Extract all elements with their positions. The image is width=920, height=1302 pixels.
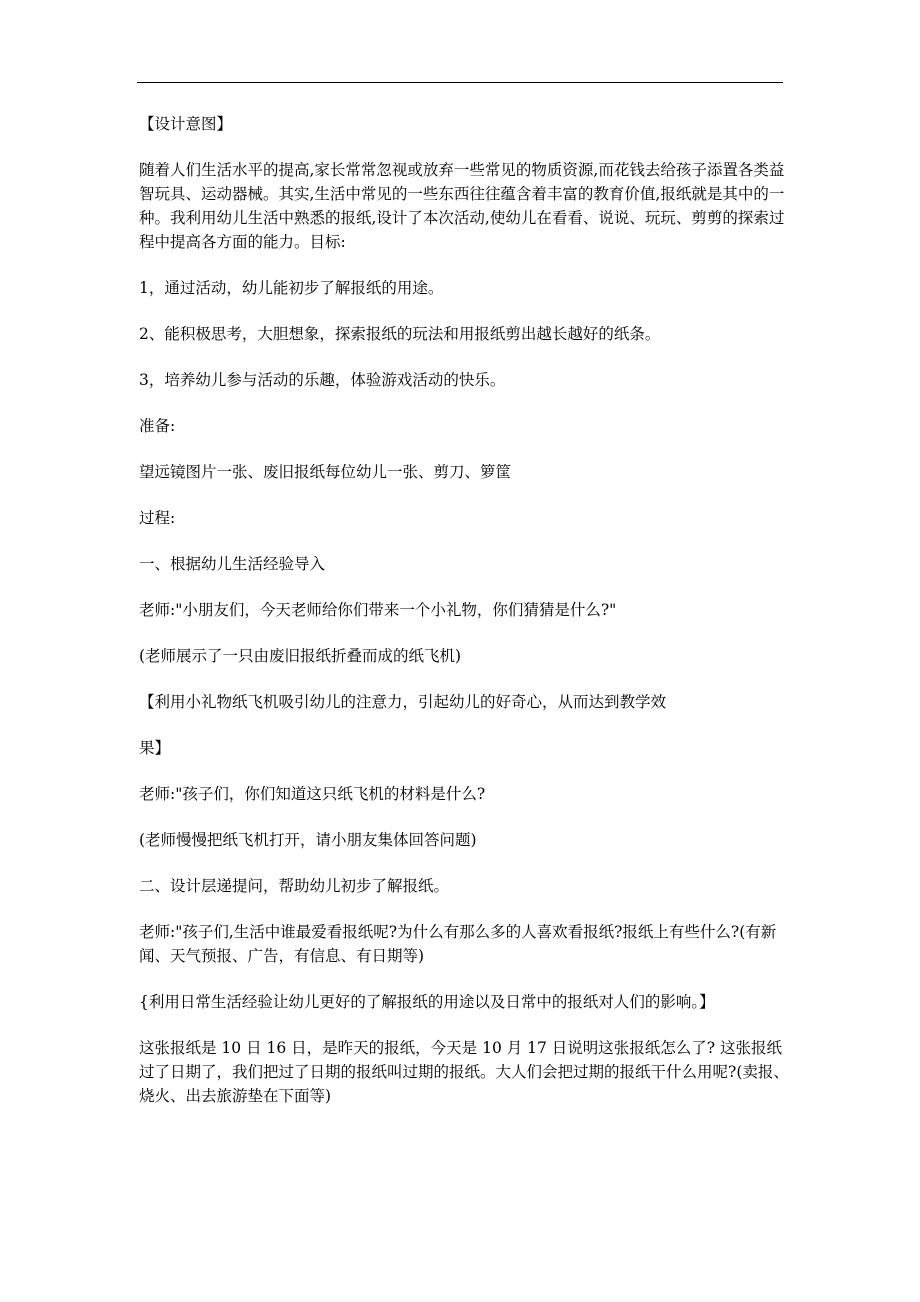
header-rule bbox=[137, 82, 783, 83]
stage-note: (老师展示了一只由废旧报纸折叠而成的纸飞机) bbox=[139, 647, 462, 665]
goal-item: 1，通过活动，幼儿能初步了解报纸的用途。 bbox=[139, 279, 444, 297]
prep-label: 准备: bbox=[139, 417, 176, 435]
design-comment-continued: 果】 bbox=[139, 739, 171, 757]
teacher-dialogue: 老师:"孩子们，你们知道这只纸飞机的材料是什么? bbox=[139, 785, 486, 803]
intro-paragraph: 随着人们生活水平的提高,家长常常忽视或放弃一些常见的物质资源,而花钱去给孩子添置各类益智玩具、运动器械。其实,生活中常见的一些东西往往蕴含着丰富的教育价值,报纸就是其中的一种。我利用幼儿生活中熟悉的报纸,设计了本次活动,使幼儿在看看、说说、玩玩、剪剪的探索过程中提高各方面的能力。目标: bbox=[139, 161, 785, 251]
body-paragraph: 这张报纸是 10 日 16 日，是昨天的报纸，今天是 10 月 17 日说明这张报纸怎么了? 这张报纸过了日期了，我们把过了日期的报纸叫过期的报纸。大人们会把过期的报纸干什么用呢?(卖报、烧火、出去旅游垫在下面等) bbox=[139, 1039, 789, 1105]
goal-item: 2、能积极思考，大胆想象，探索报纸的玩法和用报纸剪出越长越好的纸条。 bbox=[139, 325, 661, 343]
teacher-dialogue: 老师:"孩子们,生活中谁最爱看报纸呢?为什么有那么多的人喜欢看报纸?报纸上有些什么?(有新闻、天气预报、广告，有信息、有日期等) bbox=[139, 923, 777, 965]
prep-items: 望远镜图片一张、废旧报纸每位幼儿一张、剪刀、箩筐 bbox=[139, 463, 512, 481]
document-body bbox=[139, 112, 789, 1130]
step-title: 二、设计层递提问，帮助幼儿初步了解报纸。 bbox=[139, 877, 450, 895]
goal-item: 3，培养幼儿参与活动的乐趣，体验游戏活动的快乐。 bbox=[139, 371, 506, 389]
design-comment: {利用日常生活经验让幼儿更好的了解报纸的用途以及日常中的报纸对人们的影响。】 bbox=[139, 993, 715, 1011]
section-heading: 【设计意图】 bbox=[139, 115, 233, 133]
step-title: 一、根据幼儿生活经验导入 bbox=[139, 555, 326, 573]
teacher-dialogue: 老师:"小朋友们，今天老师给你们带来一个小礼物，你们猜猜是什么?" bbox=[139, 601, 617, 619]
design-comment: 【利用小礼物纸飞机吸引幼儿的注意力，引起幼儿的好奇心，从而达到教学效 bbox=[139, 693, 667, 711]
process-label: 过程: bbox=[139, 509, 176, 527]
stage-note: (老师慢慢把纸飞机打开，请小朋友集体回答问题) bbox=[139, 831, 477, 849]
